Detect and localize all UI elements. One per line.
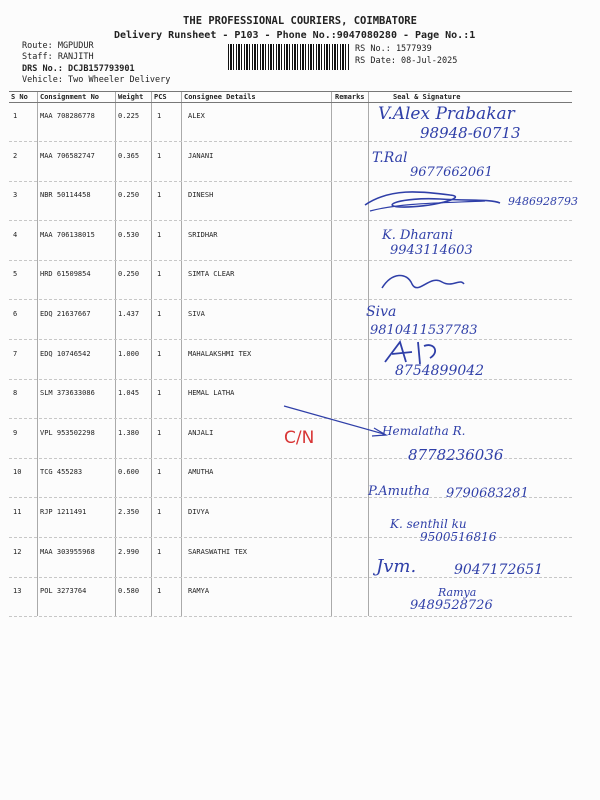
cell-weight: 0.250 xyxy=(118,270,140,279)
cell-consignment: HRD 61509854 xyxy=(40,270,91,279)
header-sno: S No xyxy=(11,93,28,101)
cell-pcs: 1 xyxy=(157,151,162,160)
handwritten-phone: 9810411537783 xyxy=(370,323,478,338)
runsheet-subtitle: Delivery Runsheet - P103 - Phone No.:9047080280 - Page No.:1 xyxy=(114,30,476,41)
cell-sno: 4 xyxy=(13,230,18,239)
handwritten-name: K. senthil ku xyxy=(390,517,467,531)
route-label: Route: MGPUDUR xyxy=(22,41,94,51)
handwritten-name: K. Dharani xyxy=(382,228,454,243)
cell-consignee: SIMTA CLEAR xyxy=(188,270,235,279)
barcode xyxy=(228,44,350,70)
staff-label: Staff: RANJITH xyxy=(22,52,94,62)
cell-consignment: MAA 706138015 xyxy=(40,230,95,239)
cell-consignment: MAA 303955968 xyxy=(40,547,95,556)
cell-pcs: 1 xyxy=(157,349,162,358)
cell-consignment: RJP 1211491 xyxy=(40,508,87,516)
cell-consignment: TCG 455283 xyxy=(40,468,83,477)
cell-sno: 10 xyxy=(13,468,22,477)
cell-consignee: SRIDHAR xyxy=(188,230,218,239)
table-row xyxy=(9,300,572,340)
cell-consignment: EDQ 21637667 xyxy=(40,310,91,318)
company-title: THE PROFESSIONAL COURIERS, COIMBATORE xyxy=(183,15,417,27)
cell-sno: 3 xyxy=(13,191,18,200)
header-consignee: Consignee Details xyxy=(184,93,256,101)
cell-weight: 1.380 xyxy=(118,428,140,437)
cell-consignment: MAA 706582747 xyxy=(40,151,95,160)
drs-number: DRS No.: DCJB157793901 xyxy=(22,64,135,74)
header-remarks: Remarks xyxy=(335,93,365,101)
handwritten-phone: 9500516816 xyxy=(420,530,497,544)
cell-pcs: 1 xyxy=(157,587,162,596)
cell-weight: 0.225 xyxy=(118,112,140,120)
cell-weight: 0.580 xyxy=(118,587,140,596)
rs-date: RS Date: 08-Jul-2025 xyxy=(355,56,458,66)
cell-consignment: NBR 50114458 xyxy=(40,191,91,200)
cell-pcs: 1 xyxy=(157,310,162,318)
signature-mark: T.Ral xyxy=(372,150,408,166)
table-row xyxy=(9,340,572,380)
cell-consignment: MAA 708286778 xyxy=(40,112,95,120)
cell-consignee: ANJALI xyxy=(188,428,214,437)
handwritten-name: Siva xyxy=(366,304,397,320)
cn-mark: C/N xyxy=(284,428,315,448)
handwritten-phone: 9943114603 xyxy=(390,243,473,258)
cell-weight: 1.437 xyxy=(118,310,140,318)
cell-sno: 6 xyxy=(13,310,18,318)
cell-weight: 0.530 xyxy=(118,230,140,239)
cell-pcs: 1 xyxy=(157,191,162,200)
cell-pcs: 1 xyxy=(157,389,162,398)
cell-pcs: 1 xyxy=(157,270,162,279)
cell-sno: 8 xyxy=(13,389,18,398)
handwritten-phone: 8754899042 xyxy=(395,363,485,379)
cell-pcs: 1 xyxy=(157,468,162,477)
cell-consignee: SARASWATHI TEX xyxy=(188,547,248,556)
handwritten-phone: 9677662061 xyxy=(410,165,493,180)
handwritten-phone: 9047172651 xyxy=(454,562,544,578)
handwritten-phone: 9790683281 xyxy=(446,486,529,501)
handwritten-name: Ramya xyxy=(438,586,477,599)
rs-number: RS No.: 1577939 xyxy=(355,44,432,54)
cell-consignee: HEMAL LATHA xyxy=(188,389,235,398)
cell-weight: 0.600 xyxy=(118,468,140,477)
cell-consignee: RAMYA xyxy=(188,587,210,596)
cell-sno: 5 xyxy=(13,270,18,279)
cell-weight: 1.045 xyxy=(118,389,140,398)
cell-pcs: 1 xyxy=(157,428,162,437)
cell-sno: 12 xyxy=(13,547,22,556)
cell-consignee: JANANI xyxy=(188,151,214,160)
cell-consignee: DINESH xyxy=(188,191,214,200)
cell-sno: 2 xyxy=(13,151,18,160)
handwritten-phone: 8778236036 xyxy=(408,446,504,464)
header-seal-signature: Seal & Signature xyxy=(393,93,461,101)
cell-sno: 11 xyxy=(13,508,22,516)
cell-sno: 7 xyxy=(13,349,18,358)
cell-pcs: 1 xyxy=(157,508,162,516)
cell-sno: 13 xyxy=(13,587,22,596)
cell-pcs: 1 xyxy=(157,547,162,556)
signature-mark: P.Amutha xyxy=(368,484,430,499)
cell-consignee: MAHALAKSHMI TEX xyxy=(188,349,252,358)
cell-consignment: POL 3273764 xyxy=(40,587,87,596)
cell-consignment: EDQ 10746542 xyxy=(40,349,91,358)
cell-weight: 0.250 xyxy=(118,191,140,200)
cell-weight: 0.365 xyxy=(118,151,140,160)
cell-weight: 1.000 xyxy=(118,349,140,358)
cell-sno: 9 xyxy=(13,428,18,437)
cell-consignment: SLM 373633086 xyxy=(40,389,95,398)
cell-pcs: 1 xyxy=(157,112,162,120)
cell-consignee: AMUTHA xyxy=(188,468,214,477)
cell-consignee: ALEX xyxy=(188,112,205,120)
signature-mark: Hemalatha R. xyxy=(382,424,466,438)
handwritten-phone: 9489528726 xyxy=(410,598,493,613)
cell-consignment: VPL 953502298 xyxy=(40,428,95,437)
handwritten-phone: 9486928793 xyxy=(508,195,578,208)
table-row xyxy=(9,260,572,300)
handwritten-name: V.Alex Prabakar xyxy=(378,104,515,124)
cell-consignee: DIVYA xyxy=(188,508,210,516)
header-consignment: Consignment No xyxy=(40,93,100,101)
cell-pcs: 1 xyxy=(157,230,162,239)
cell-consignee: SIVA xyxy=(188,310,205,318)
table-row xyxy=(9,221,572,261)
vehicle-label: Vehicle: Two Wheeler Delivery xyxy=(22,75,171,85)
header-pcs: PCS xyxy=(154,93,167,101)
cell-weight: 2.350 xyxy=(118,508,140,516)
handwritten-phone: 98948-60713 xyxy=(420,124,521,142)
header-weight: Weight xyxy=(118,93,144,101)
signature-scribble xyxy=(360,183,510,223)
cell-sno: 1 xyxy=(13,112,18,120)
cell-weight: 2.990 xyxy=(118,547,140,556)
signature-mark: Jvm. xyxy=(376,556,417,577)
signature-scribble xyxy=(372,268,472,300)
